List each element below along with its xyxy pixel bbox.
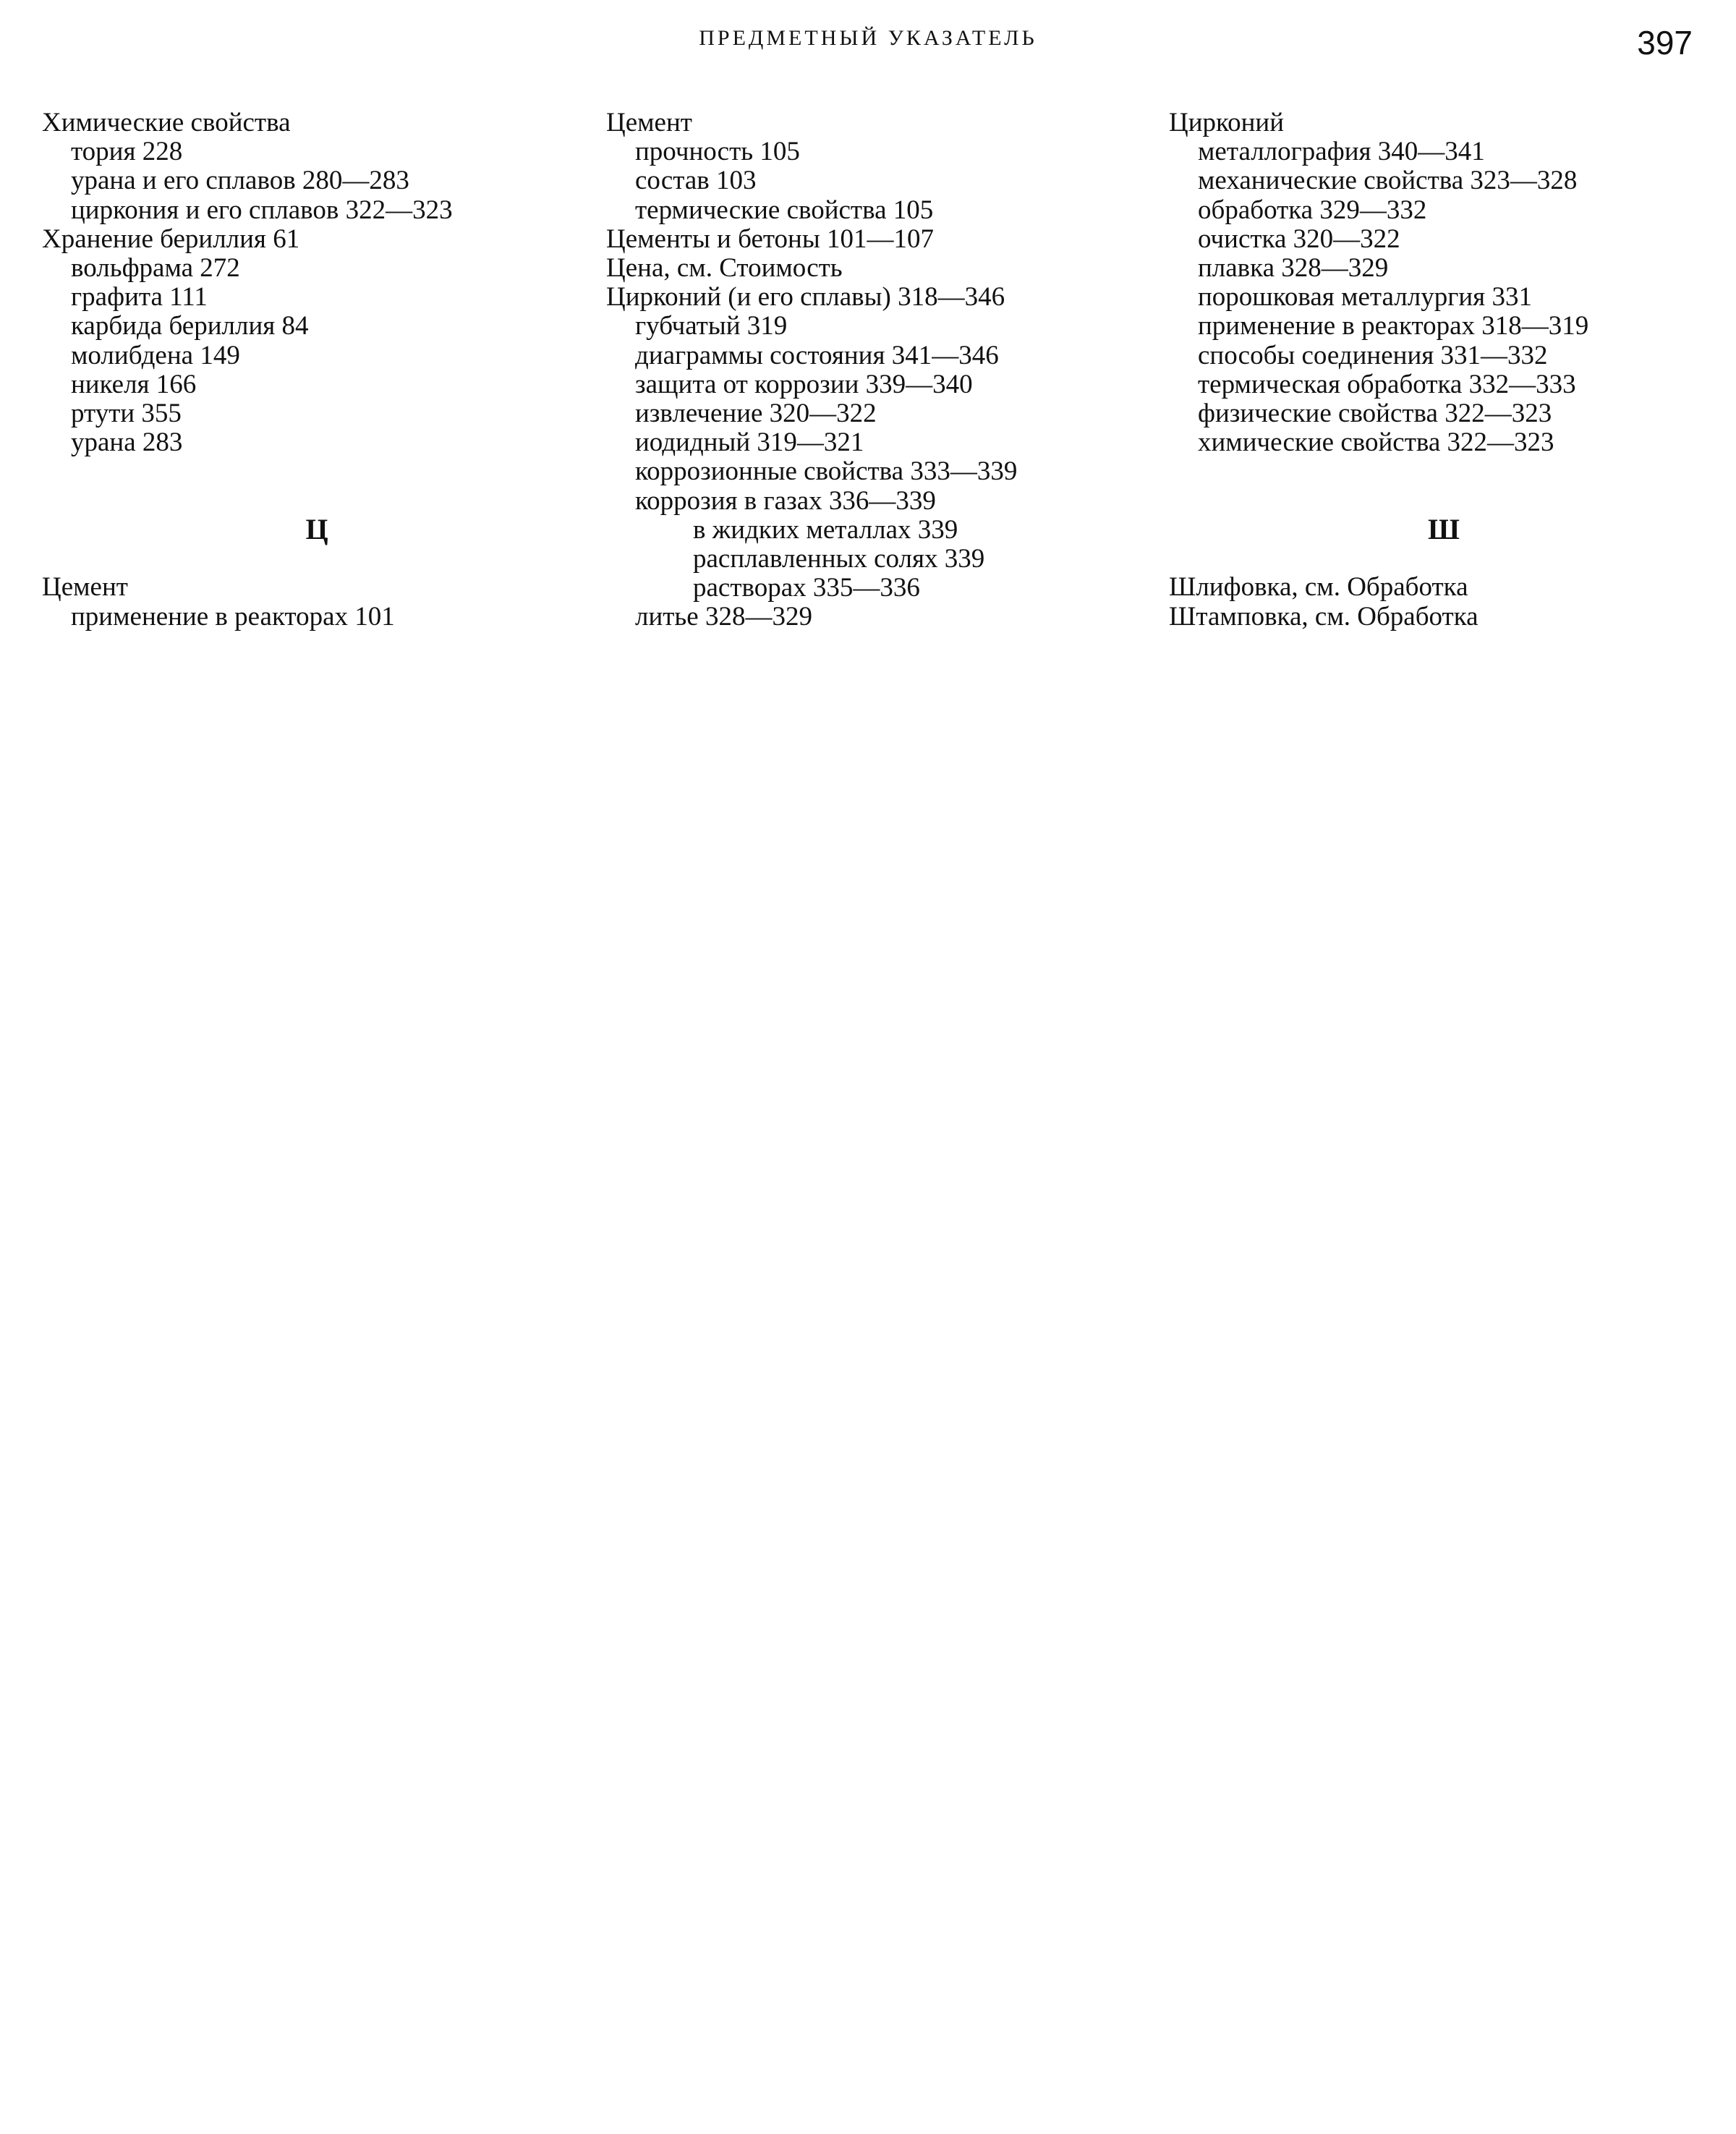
index-entry: Цемент	[42, 572, 128, 603]
index-entry: Хранение бериллия 61	[42, 224, 300, 254]
index-subentry: графита 111	[71, 282, 208, 313]
index-subentry: в жидких металлах 339	[693, 514, 958, 545]
index-subentry: применение в реакторах 318—319	[1198, 311, 1589, 341]
index-subentry: очистка 320—322	[1198, 224, 1400, 254]
running-head: ПРЕДМЕТНЫЙ УКАЗАТЕЛЬ	[699, 26, 1037, 50]
index-subentry: механические свойства 323—328	[1198, 166, 1578, 196]
index-subentry: состав 103	[635, 166, 757, 196]
page-number: 397	[1637, 24, 1693, 61]
index-entry: Цемент	[606, 108, 692, 137]
index-subentry: металлография 340—341	[1198, 137, 1485, 167]
index-subentry: ртути 355	[71, 399, 182, 429]
index-subentry: химические свойства 322—323	[1198, 428, 1554, 458]
index-subentry: карбида бериллия 84	[71, 311, 309, 341]
index-subentry: молибдена 149	[71, 340, 240, 370]
section-gap	[1169, 457, 1719, 515]
index-subentry: тория 228	[71, 137, 183, 167]
index-entry: Штамповка, см. Обработка	[1169, 601, 1478, 632]
index-subentry: физические свойства 322—323	[1198, 399, 1552, 429]
index-subentry: извлечение 320—322	[635, 399, 877, 429]
index-entry: Цирконий (и его сплавы) 318—346	[606, 282, 1005, 313]
index-subentry: урана 283	[71, 428, 183, 458]
index-subentry: диаграммы состояния 341—346	[635, 340, 999, 370]
index-subentry: иодидный 319—321	[635, 428, 864, 458]
index-subentry: губчатый 319	[635, 311, 788, 341]
index-subentry: термическая обработка 332—333	[1198, 369, 1576, 399]
index-subentry: обработка 329—332	[1198, 195, 1427, 225]
index-subentry: плавка 328—329	[1198, 253, 1389, 284]
index-subentry: растворах 335—336	[693, 573, 920, 603]
index-subentry: применение в реакторах 101	[71, 601, 395, 632]
index-column-3	[1169, 109, 1719, 632]
index-subentry: расплавленных солях 339	[693, 544, 985, 574]
index-column-1	[42, 109, 592, 632]
index-entry: Цирконий	[1169, 108, 1285, 137]
index-subentry: никеля 166	[71, 369, 197, 399]
index-subentry: литье 328—329	[635, 602, 812, 632]
index-subentry: способы соединения 331—332	[1198, 340, 1548, 370]
index-entry: Цена, см. Стоимость	[606, 253, 843, 284]
index-subentry: урана и его сплавов 280—283	[71, 166, 409, 196]
index-column-2	[606, 109, 1156, 632]
index-subentry: прочность 105	[635, 137, 800, 167]
index-subentry: защита от коррозии 339—340	[635, 369, 973, 399]
section-letter: Ш	[1428, 513, 1460, 546]
section-letter: Ц	[305, 513, 328, 546]
index-subentry: порошковая металлургия 331	[1198, 282, 1532, 313]
index-entry: Шлифовка, см. Обработка	[1169, 572, 1468, 603]
index-entry: Цементы и бетоны 101—107	[606, 224, 934, 254]
index-subentry: коррозионные свойства 333—339	[635, 456, 1018, 487]
section-gap	[42, 457, 592, 515]
index-subentry: коррозия в газах 336—339	[635, 485, 936, 516]
index-subentry: вольфрама 272	[71, 253, 240, 284]
index-entry: Химические свойства	[42, 108, 291, 137]
index-subentry: термические свойства 105	[635, 195, 934, 225]
index-subentry: циркония и его сплавов 322—323	[71, 195, 453, 225]
